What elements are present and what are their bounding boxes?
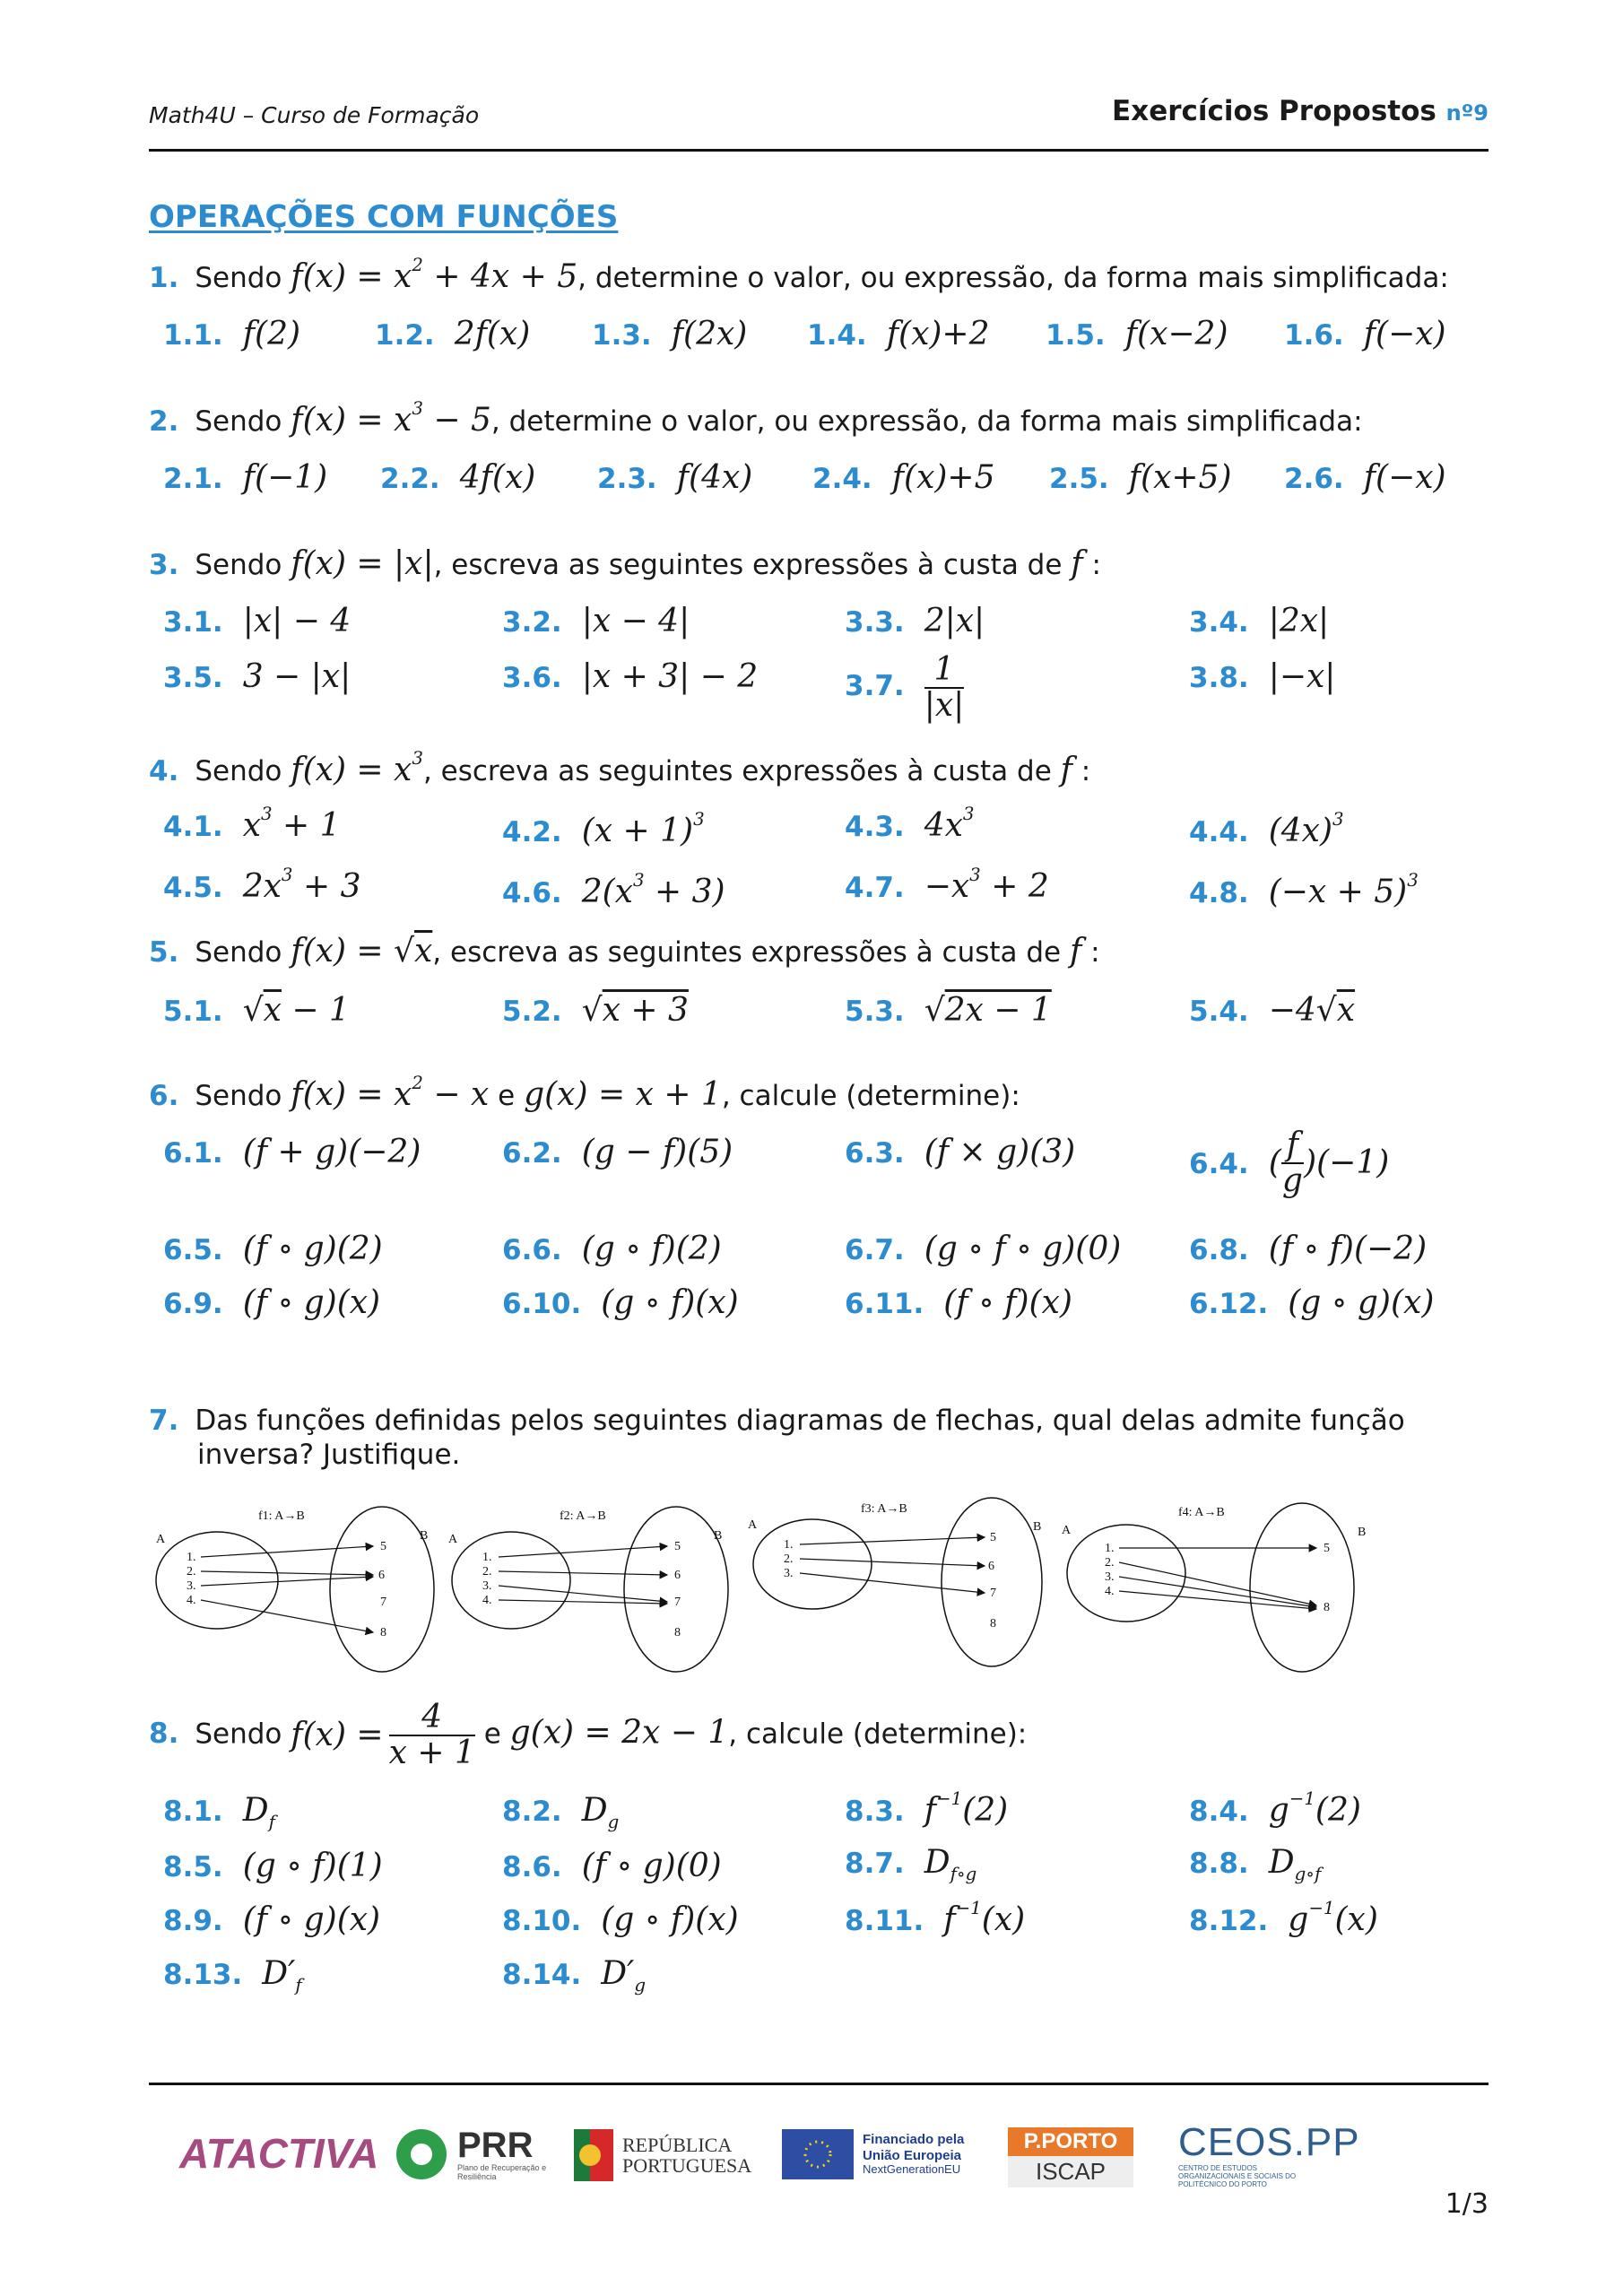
svg-text:8: 8 <box>990 1617 996 1631</box>
q4-item: 4.7. $-x^3 + 2$ <box>845 865 1049 905</box>
q4-item: 4.3. $4x^3$ <box>845 804 975 844</box>
q5-item: 5.4. −4√x <box>1189 992 1356 1029</box>
header-title-text: Exercícios Propostos <box>1112 95 1446 127</box>
diagram-f3 <box>748 1498 1042 1666</box>
svg-text:3.: 3. <box>1105 1570 1115 1584</box>
set-b-label: B <box>420 1529 429 1543</box>
republica-logo: REPÚBLICA PORTUGUESA <box>574 2129 751 2181</box>
eu-logo: Financiado pela União Europeia NextGenerationEU <box>782 2129 964 2179</box>
question-7-line2: inversa? Justifique. <box>197 1439 461 1471</box>
svg-text:6: 6 <box>988 1560 994 1573</box>
q8-item: 8.9. (f ∘ g)(x) <box>163 1901 381 1938</box>
question-8: 8. Sendo f(x) = $\frac{4}{x + 1}$ e g(x) = 2x − 1, calcule (determine): <box>149 1699 1028 1771</box>
q3-item: 3.7. $\frac{1}{|x|}$ <box>845 651 965 724</box>
q2-item: 2.2. 4f(x) <box>380 459 536 496</box>
svg-text:7: 7 <box>990 1587 996 1600</box>
q2-item: 2.3. f(4x) <box>597 459 753 496</box>
q6-item: 6.3. (f × g)(3) <box>845 1134 1076 1170</box>
q5-item: 5.2. √x + 3 <box>502 992 689 1029</box>
svg-text:f3: A→B: f3: A→B <box>861 1502 907 1516</box>
svg-text:3.: 3. <box>482 1579 492 1593</box>
svg-text:6: 6 <box>674 1569 681 1582</box>
q6-item: 6.7. (g ∘ f ∘ g)(0) <box>845 1231 1122 1267</box>
q2-item: 2.6. f(−x) <box>1284 459 1446 496</box>
set-a-label: A <box>156 1533 166 1546</box>
header-number: nº9 <box>1445 100 1488 126</box>
eu-flag-icon <box>782 2129 854 2179</box>
diagram-f2 <box>448 1507 728 1672</box>
svg-text:1.: 1. <box>1105 1542 1115 1555</box>
svg-text:3.: 3. <box>784 1567 794 1580</box>
q1-item: 1.1. f(2) <box>163 316 301 352</box>
svg-text:1.: 1. <box>187 1551 196 1564</box>
svg-text:3.: 3. <box>187 1579 196 1593</box>
q3-item: 3.8. |−x| <box>1189 658 1336 695</box>
q8-item: 8.11. $f^{-1}(x)$ <box>845 1898 1026 1938</box>
section-title: OPERAÇÕES COM FUNÇÕES <box>149 199 619 235</box>
arrow-diagrams <box>143 1489 1399 1686</box>
svg-text:1.: 1. <box>784 1538 794 1552</box>
svg-text:5: 5 <box>380 1540 386 1553</box>
q1-item: 1.6. f(−x) <box>1284 316 1446 352</box>
svg-text:4.: 4. <box>1105 1585 1115 1598</box>
q3-item: 3.5. 3 − |x| <box>163 658 352 695</box>
svg-text:7: 7 <box>380 1596 386 1609</box>
svg-text:f2: A→B: f2: A→B <box>560 1509 606 1523</box>
q8-item: 8.6. (f ∘ g)(0) <box>502 1848 722 1884</box>
q8-item: 8.14. $D'_g$ <box>502 1955 646 1996</box>
q6-item: 6.2. (g − f)(5) <box>502 1134 733 1170</box>
svg-text:4.: 4. <box>482 1594 492 1607</box>
question-5: 5. Sendo f(x) = √x, escreva as seguintes expressões à custa de f : <box>149 933 1100 970</box>
q6-item: 6.12. (g ∘ g)(x) <box>1189 1284 1435 1321</box>
q2-item: 2.4. f(x)+5 <box>812 459 995 496</box>
q3-item: 3.1. |x| − 4 <box>163 603 352 639</box>
svg-text:8: 8 <box>380 1626 386 1639</box>
page-number: 1/3 <box>1445 2188 1488 2220</box>
q4-item: 4.2. $(x + 1)^3$ <box>502 809 705 849</box>
prr-logo: PRR Plano de Recuperação e Resiliência <box>395 2127 556 2181</box>
q1-item: 1.4. f(x)+2 <box>807 316 990 352</box>
q2-item: 2.1. f(−1) <box>163 459 328 496</box>
q8-item: 8.10. (g ∘ f)(x) <box>502 1901 739 1938</box>
svg-text:A: A <box>1062 1524 1072 1537</box>
question-4: 4. Sendo $f(x) = x^3$, escreva as seguintes expressões à custa de f : <box>149 748 1091 788</box>
pporto-iscap-logo: P.PORTO ISCAP <box>1008 2127 1133 2187</box>
prr-icon <box>395 2127 448 2181</box>
coat-of-arms-icon <box>574 2129 613 2181</box>
q1-pre: Sendo <box>195 262 291 294</box>
header-rule <box>149 149 1488 152</box>
question-2: 2. Sendo $f(x) = x^3 - 5$, determine o valor, ou expressão, da forma mais simplificada: <box>149 398 1363 439</box>
diagram-label: f1: A→B <box>258 1509 305 1523</box>
svg-text:8: 8 <box>674 1626 681 1639</box>
question-1 <box>149 255 1449 295</box>
svg-text:1.: 1. <box>482 1551 492 1564</box>
diagram-f4 <box>1062 1503 1366 1672</box>
svg-text:5: 5 <box>674 1540 681 1553</box>
svg-text:2.: 2. <box>187 1565 196 1578</box>
q6-item: 6.5. (f ∘ g)(2) <box>163 1231 383 1267</box>
q6-item: 6.8. (f ∘ f)(−2) <box>1189 1231 1428 1267</box>
q8-item: 8.8. $D_{g\circ f}$ <box>1189 1844 1322 1884</box>
q3-item: 3.4. |2x| <box>1189 603 1330 639</box>
question-6: 6. Sendo $f(x) = x^2 - x$ e g(x) = x + 1, calcule (determine): <box>149 1073 1020 1113</box>
q1-item: 1.5. f(x−2) <box>1046 316 1228 352</box>
svg-text:2.: 2. <box>784 1552 794 1566</box>
q1-item: 1.2. 2f(x) <box>375 316 531 352</box>
q1-post: , determine o valor, ou expressão, da forma mais simplificada: <box>577 262 1449 294</box>
q3-item: 3.6. |x + 3| − 2 <box>502 658 759 695</box>
svg-text:6: 6 <box>378 1569 385 1582</box>
ceos-logo: CEOS.PP CENTRO DE ESTUDOS ORGANIZACIONAIS E SOCIAIS DO POLITÉCNICO DO PORTO <box>1178 2120 1360 2188</box>
diagram-f1 <box>156 1507 434 1672</box>
q6-item: 6.4. ( $\frac{f}{g}$ )(−1) <box>1189 1126 1390 1199</box>
q3-item: 3.3. 2|x| <box>845 603 985 639</box>
q1-formula: $f(x) = x^2 + 4x + 5$ <box>291 255 578 295</box>
svg-text:A: A <box>448 1533 458 1546</box>
svg-text:f4: A→B: f4: A→B <box>1178 1506 1225 1519</box>
q6-item: 6.9. (f ∘ g)(x) <box>163 1284 381 1321</box>
q1-number: 1. <box>149 262 179 294</box>
q4-item: 4.8. $(-x + 5)^3$ <box>1189 870 1419 910</box>
q8-item: 8.7. $D_{f\circ g}$ <box>845 1844 977 1884</box>
q1-item: 1.3. f(2x) <box>592 316 748 352</box>
atactiva-logo: ATACTIVA <box>179 2130 379 2177</box>
q6-item: 6.11. (f ∘ f)(x) <box>845 1284 1072 1321</box>
q8-item: 8.5. (g ∘ f)(1) <box>163 1848 383 1884</box>
svg-text:B: B <box>714 1529 723 1543</box>
q8-item: 8.1. $D_f$ <box>163 1792 275 1832</box>
q4-item: 4.4. $(4x)^3$ <box>1189 809 1344 849</box>
svg-text:7: 7 <box>674 1596 681 1609</box>
q4-item: 4.5. $2x^3 + 3$ <box>163 865 361 905</box>
svg-text:2.: 2. <box>482 1565 492 1578</box>
q8-item: 8.12. $g^{-1}(x)$ <box>1189 1898 1378 1938</box>
q4-item: 4.1. $x^3 + 1$ <box>163 804 341 844</box>
svg-text:5: 5 <box>990 1531 996 1544</box>
question-3: 3. Sendo f(x) = |x|, escreva as seguintes expressões à custa de f : <box>149 545 1101 582</box>
q8-item: 8.2. $D_g$ <box>502 1792 620 1832</box>
svg-text:8: 8 <box>1324 1601 1330 1614</box>
footer-rule <box>149 2083 1488 2085</box>
svg-text:B: B <box>1358 1526 1367 1539</box>
q5-item: 5.3. √2x − 1 <box>845 992 1052 1029</box>
q6-item: 6.10. (g ∘ f)(x) <box>502 1284 739 1321</box>
svg-text:B: B <box>1033 1520 1042 1534</box>
header-title <box>1112 95 1488 127</box>
header-course: Math4U – Curso de Formação <box>149 102 480 128</box>
svg-text:2.: 2. <box>1105 1556 1115 1570</box>
q6-item: 6.1. (f + g)(−2) <box>163 1134 421 1170</box>
q3-item: 3.2. |x − 4| <box>502 603 690 639</box>
svg-text:4.: 4. <box>187 1594 196 1607</box>
q5-item: 5.1. √x − 1 <box>163 992 350 1029</box>
q8-item: 8.3. $f^{-1}(2)$ <box>845 1788 1009 1829</box>
q2-item: 2.5. f(x+5) <box>1049 459 1232 496</box>
svg-text:A: A <box>748 1518 758 1532</box>
q8-item: 8.4. $g^{-1}(2)$ <box>1189 1788 1361 1829</box>
svg-text:5: 5 <box>1324 1542 1330 1555</box>
q4-item: 4.6. $2(x^3 + 3)$ <box>502 870 725 910</box>
q8-item: 8.13. $D'_f$ <box>163 1955 302 1996</box>
q6-item: 6.6. (g ∘ f)(2) <box>502 1231 722 1267</box>
question-7: 7. Das funções definidas pelos seguintes diagramas de flechas, qual delas admite função <box>149 1405 1405 1437</box>
